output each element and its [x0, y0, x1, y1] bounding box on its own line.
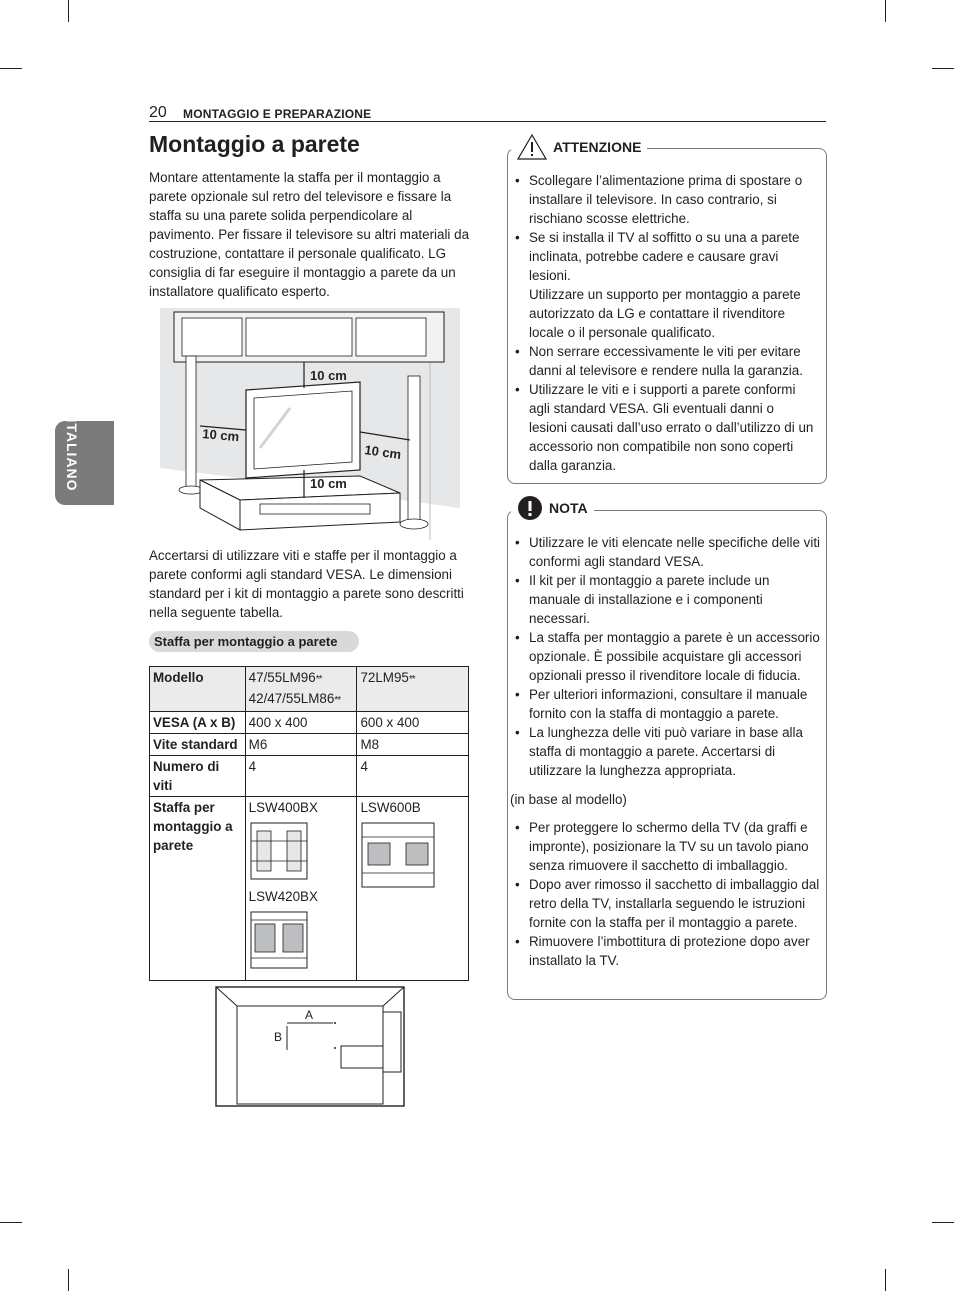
list-item: • Dopo aver rimosso il sacchetto di imballaggio dal retro della TV, installarla seguendo le istruzioni fornite con la staffa per il montaggio a parete.	[515, 875, 820, 932]
warning-heading: ATTENZIONE	[511, 134, 647, 160]
list-item: • Se si installa il TV al soffitto o su una a parete inclinata, potrebbe cadere e causare gravi lesioni. Utilizzare un supporto per montaggio a parete autorizzato da LG e contattare il rivenditore locale o il personale qualificato.	[515, 228, 815, 342]
wall-mount-clearance-illustration	[160, 308, 460, 540]
label-right: 10 cm	[363, 442, 403, 463]
table-cell: M6	[245, 734, 357, 756]
list-item: • Utilizzare le viti elencate nelle specifiche delle viti conformi agli standard VESA.	[515, 533, 820, 571]
vesa-paragraph: Accertarsi di utilizzare viti e staffe per il montaggio a parete conformi agli standard VESA. Le dimensioni standard per i kit di montaggio a parete sono descritti nella seguente tabella.	[149, 548, 464, 620]
list-item: • Scollegare l’alimentazione prima di spostare o installare il televisore. In caso contrario, si rischiano scosse elettriche.	[515, 171, 815, 228]
table-cell: 72LM95**	[357, 667, 469, 712]
note-heading: NOTA	[511, 495, 594, 521]
note-list	[515, 533, 820, 780]
label-bottom: 10 cm	[310, 476, 347, 491]
label-b: B	[274, 1030, 283, 1044]
row-header: Modello	[150, 667, 246, 712]
table-row	[150, 667, 469, 712]
intro-paragraph: Montare attentamente la staffa per il montaggio a parete opzionale sul retro del televisore e fissare la staffa su una parete solida perpendicolare al pavimento. Per fissare il televisore su altri materiali da costruzione, contattare il personale qualificato. LG consiglia di far eseguire il montaggio a parete da un installatore qualificato esperto.	[149, 170, 470, 299]
table-cell: 4	[245, 756, 357, 797]
crop-mark	[932, 1222, 954, 1223]
note-list-model	[515, 818, 820, 970]
list-item: • La staffa per montaggio a parete è un accessorio opzionale. È possibile acquistare gli accessori opzionali presso il rivenditore locale di fiducia.	[515, 628, 820, 685]
table-row	[150, 712, 469, 734]
list-item: • Per ulteriori informazioni, consultare il manuale fornito con la staffa di montaggio a parete.	[515, 685, 820, 723]
section-title: MONTAGGIO E PREPARAZIONE	[183, 107, 372, 121]
table-cell: 47/55LM96** 42/47/55LM86**	[245, 667, 357, 712]
table-cell: LSW400BX LSW420BX	[245, 797, 357, 981]
model-note: (in base al modello)	[510, 792, 627, 807]
row-header: Staffa per montaggio a parete	[150, 797, 246, 981]
tv-back-vesa-illustration	[215, 986, 405, 1107]
label-top: 10 cm	[310, 368, 347, 383]
table-row	[150, 797, 469, 981]
table-row	[150, 756, 469, 797]
bracket-lsw400bx-image	[249, 821, 309, 881]
header-divider	[149, 121, 826, 122]
wall-mount-spec-table	[149, 666, 469, 981]
page-title: Montaggio a parete	[149, 131, 360, 157]
list-item: • Non serrare eccessivamente le viti per evitare danni al televisore e rendere nulla la garanzia.	[515, 342, 815, 380]
crop-mark	[932, 68, 954, 69]
crop-mark	[68, 1269, 69, 1291]
table-row	[150, 734, 469, 756]
crop-mark	[0, 1222, 22, 1223]
label-a: A	[305, 1008, 314, 1022]
warning-triangle-icon	[517, 134, 547, 160]
list-item: • Utilizzare le viti e i supporti a parete conformi agli standard VESA. Gli eventuali danni o lesioni causati dall’uso errato o dall’utilizzo di un accessorio non compatibile non sono coperti dalla garanzia.	[515, 380, 815, 475]
table-cell: LSW600B	[357, 797, 469, 981]
list-item: • Il kit per il montaggio a parete include un manuale di installazione e i componenti necessari.	[515, 571, 820, 628]
bracket-lsw420bx-image	[249, 910, 309, 970]
list-item: • Per proteggere lo schermo della TV (da graffi e impronte), posizionare la TV su un tavolo piano senza rimuovere il sacchetto di imballaggio.	[515, 818, 820, 875]
warning-list	[515, 171, 815, 475]
row-header: Numero di viti	[150, 756, 246, 797]
exclamation-circle-icon	[517, 495, 543, 521]
row-header: Vite standard	[150, 734, 246, 756]
crop-mark	[0, 68, 22, 69]
crop-mark	[68, 0, 69, 22]
table-cell: 4	[357, 756, 469, 797]
bracket-lsw600b-image	[360, 821, 436, 889]
table-cell: 400 x 400	[245, 712, 357, 734]
table-cell: M8	[357, 734, 469, 756]
table-caption: Staffa per montaggio a parete	[154, 634, 338, 649]
language-tab-label: ITALIANO	[64, 418, 80, 492]
page-number: 20	[149, 104, 167, 121]
list-item: • La lunghezza delle viti può variare in base alla staffa di montaggio a parete. Accertarsi di utilizzare la lunghezza appropriata.	[515, 723, 820, 780]
row-header: VESA (A x B)	[150, 712, 246, 734]
crop-mark	[885, 1269, 886, 1291]
crop-mark	[885, 0, 886, 22]
list-item-continuation: Utilizzare un supporto per montaggio a parete autorizzato da LG e contattare il rivenditore locale o il personale qualificato.	[529, 287, 801, 340]
label-left: 10 cm	[201, 426, 240, 445]
list-item: • Rimuovere l’imbottitura di protezione dopo aver installato la TV.	[515, 932, 820, 970]
table-cell: 600 x 400	[357, 712, 469, 734]
